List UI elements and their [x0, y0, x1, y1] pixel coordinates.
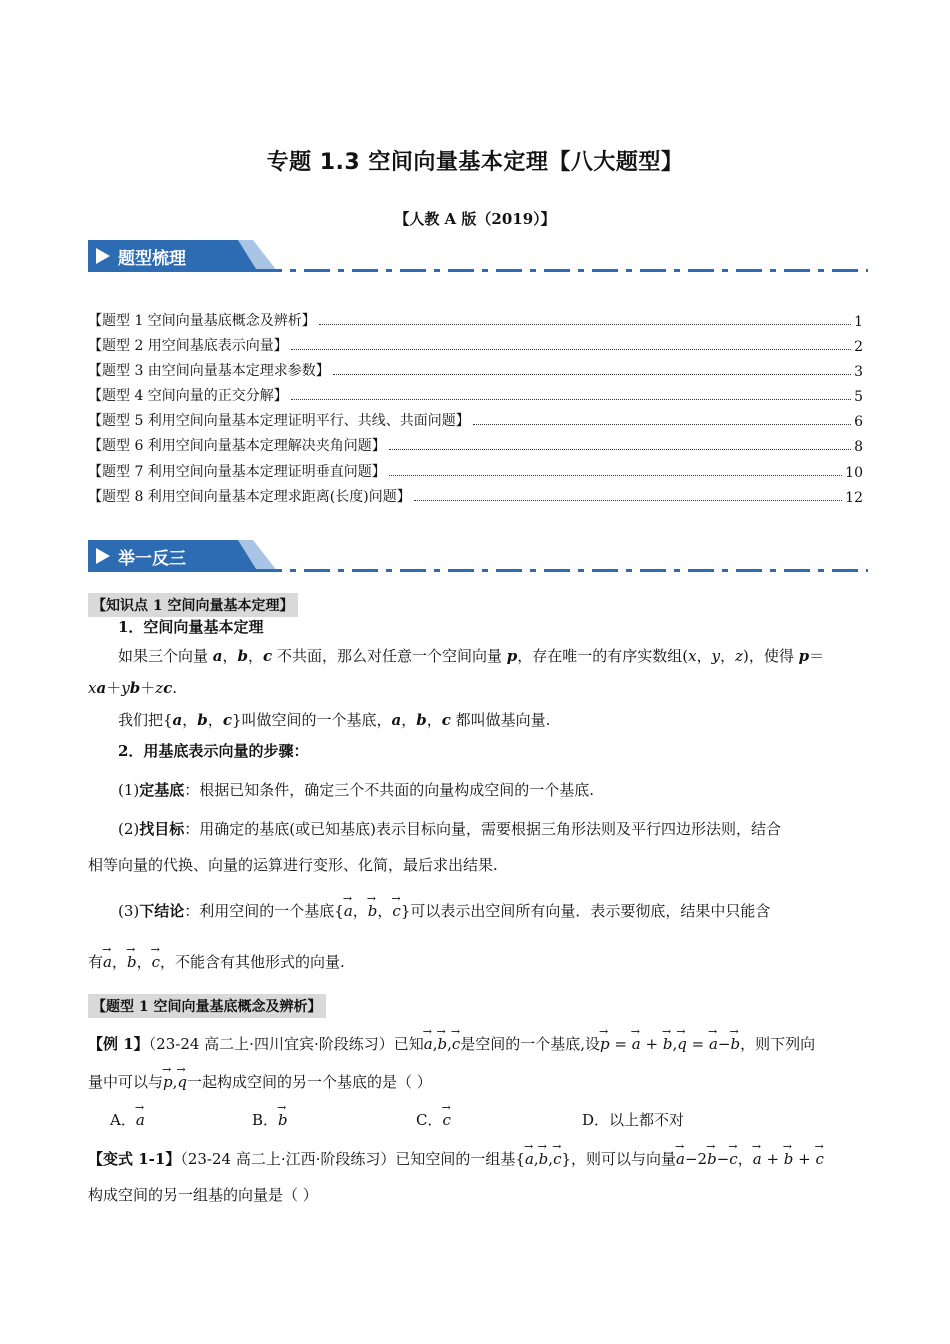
knowledge-heading-2: 2．用基底表示向量的步骤：	[118, 742, 309, 760]
play-arrow-icon	[96, 548, 110, 564]
step-2-cont: 相等向量的代换、向量的运算进行变形、化简，最后求出结果.	[88, 856, 498, 874]
toc-item[interactable]: 【题型 5 利用空间向量基本定理证明平行、共线、共面问题】 6	[88, 413, 863, 430]
option-b[interactable]: B．→ b	[252, 1109, 288, 1131]
dash-dot-divider	[256, 269, 868, 272]
step-3-cont: 有→ a，→ b，→ c，不能含有其他形式的向量.	[88, 951, 345, 973]
toc-item[interactable]: 【题型 7 利用空间向量基本定理证明垂直问题】 10	[88, 464, 863, 481]
page-title: 专题 1.3 空间向量基本定理【八大题型】	[266, 150, 684, 175]
toc-item[interactable]: 【题型 6 利用空间向量基本定理解决夹角问题】 8	[88, 438, 863, 455]
example-1: 【例 1】（23-24 高二上·四川宜宾·阶段练习）已知→ a,→ b,→ c是空间的一个基底,设→ p = → a + → b,→ q = → a−→ b，则下列向	[88, 1033, 815, 1055]
variant-1-1-cont: 构成空间的另一组基的向量是（ ）	[88, 1186, 318, 1204]
option-a[interactable]: A．→ a	[110, 1109, 145, 1131]
variant-1-1: 【变式 1-1】（23-24 高二上·江西·阶段练习）已知空间的一组基{→ a,→ b,→ c}，则可以与向量→ a−2→ b−→ c，→ a + → b + → c	[88, 1148, 824, 1170]
toc-item[interactable]: 【题型 1 空间向量基底概念及辨析】 1	[88, 313, 863, 330]
toc-item[interactable]: 【题型 8 利用空间向量基本定理求距离(长度)问题】 12	[88, 489, 863, 506]
section-banner-examples	[88, 540, 868, 576]
banner-label: 题型梳理	[118, 249, 186, 269]
step-2: (2)找目标：用确定的基底(或已知基底)表示目标向量，需要根据三角形法则及平行四边形法则，结合	[118, 820, 781, 838]
toc-item[interactable]: 【题型 3 由空间向量基本定理求参数】 3	[88, 363, 863, 380]
section-banner-overview	[88, 240, 868, 276]
toc-item[interactable]: 【题型 4 空间向量的正交分解】 5	[88, 388, 863, 405]
step-1: (1)定基底：根据已知条件，确定三个不共面的向量构成空间的一个基底.	[118, 781, 595, 799]
dash-dot-divider	[256, 569, 868, 572]
theorem-line-2: xa＋yb＋zc.	[88, 679, 178, 697]
option-c[interactable]: C．→ c	[416, 1109, 451, 1131]
basis-definition: 我们把{a，b，c}叫做空间的一个基底，a，b，c 都叫做基向量.	[118, 711, 551, 729]
option-d[interactable]: D．以上都不对	[582, 1111, 685, 1129]
step-3: (3)下结论：利用空间的一个基底{→ a，→ b，→ c}可以表示出空间所有向量．表示要彻底，结果中只能含	[118, 900, 770, 922]
banner-label: 举一反三	[118, 549, 186, 569]
edition-subtitle: 【人教 A 版（2019）】	[394, 210, 556, 228]
example-1-cont: 量中可以与→ p,→ q一起构成空间的另一个基底的是（ ）	[88, 1071, 432, 1093]
play-arrow-icon	[96, 248, 110, 264]
knowledge-heading-1: 1．空间向量基本定理	[118, 618, 264, 636]
topic-1-header: 【题型 1 空间向量基底概念及辨析】	[88, 994, 326, 1018]
toc-item[interactable]: 【题型 2 用空间基底表示向量】 2	[88, 338, 863, 355]
theorem-line-1: 如果三个向量 a，b，c 不共面，那么对任意一个空间向量 p，存在唯一的有序实数组(x，y，z)，使得 p＝	[118, 647, 825, 665]
knowledge-point-header: 【知识点 1 空间向量基本定理】	[88, 593, 298, 617]
